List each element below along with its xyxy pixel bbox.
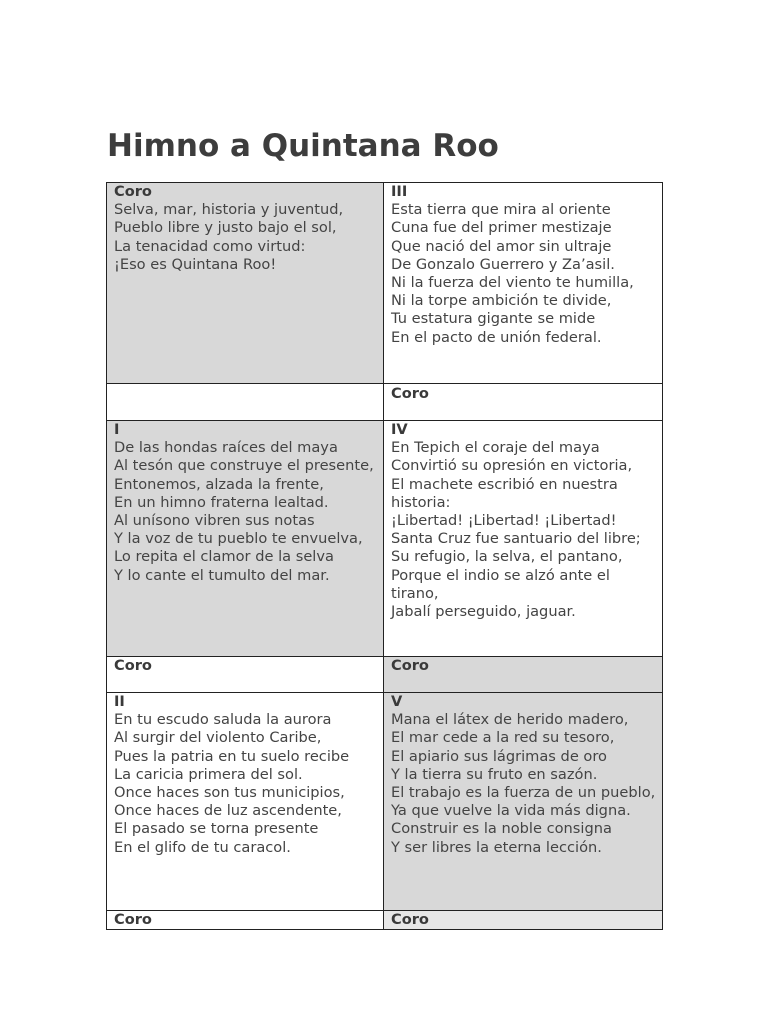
verse-line: En tu escudo saluda la aurora (114, 711, 332, 729)
verse-line: En Tepich el coraje del maya (391, 439, 600, 457)
verse-line: Mana el látex de herido madero, (391, 711, 629, 729)
stanza-iii-cell (384, 183, 663, 384)
verse-line: Al surgir del violento Caribe, (114, 729, 322, 747)
coro-cell (384, 911, 663, 930)
verse-line: Jabalí perseguido, jaguar. (391, 603, 576, 621)
verse-line: ¡Eso es Quintana Roo! (114, 255, 277, 273)
empty-cell (107, 384, 384, 421)
coro-cell (107, 911, 384, 930)
stanza-ii-cell (107, 693, 384, 911)
verse-line: La caricia primera del sol. (114, 765, 303, 783)
verse-line: Y lo cante el tumulto del mar. (114, 566, 330, 584)
verse-line: Pues la patria en tu suelo recibe (114, 747, 350, 765)
coro-heading: Coro (391, 657, 429, 674)
verse-line: Santa Cruz fue santuario del libre; (391, 530, 641, 548)
coro-cell (384, 657, 663, 693)
verse-line: ¡Libertad! ¡Libertad! ¡Libertad! (391, 512, 617, 530)
verse-line: Cuna fue del primer mestizaje (391, 219, 612, 237)
stanza-iv-cell (384, 421, 663, 657)
verse-line: En un himno fraterna lealtad. (114, 493, 329, 511)
verse-line: Y ser libres la eterna lección. (391, 838, 602, 856)
verse-line: Construir es la noble consigna (391, 820, 612, 838)
verse-line: Y la tierra su fruto en sazón. (391, 765, 598, 783)
stanza-i-heading: I (114, 421, 120, 438)
verse-line: De Gonzalo Guerrero y Za’asil. (391, 255, 615, 273)
stanza-i-cell (107, 421, 384, 657)
coro-heading: Coro (114, 911, 152, 928)
table-row (107, 421, 663, 657)
verse-line: En el glifo de tu caracol. (114, 838, 291, 856)
verse-line: De las hondas raíces del maya (114, 439, 338, 457)
coro-cell (384, 384, 663, 421)
verse-line: Su refugio, la selva, el pantano, (391, 548, 623, 566)
hymn-table (106, 182, 663, 930)
verse-line: Porque el indio se alzó ante el tirano, (391, 566, 610, 602)
table-row (107, 693, 663, 911)
verse-line: La tenacidad como virtud: (114, 237, 306, 255)
verse-line: El trabajo es la fuerza de un pueblo, (391, 784, 656, 802)
stanza-v-heading: V (391, 693, 403, 710)
coro-heading: Coro (391, 911, 429, 928)
table-row (107, 657, 663, 693)
stanza-iii-heading: III (391, 183, 408, 200)
coro-heading: Coro (114, 183, 152, 200)
verse-line: En el pacto de unión federal. (391, 328, 602, 346)
verse-line: Once haces de luz ascendente, (114, 802, 342, 820)
table-row (107, 183, 663, 384)
verse-line: Pueblo libre y justo bajo el sol, (114, 219, 337, 237)
verse-line: Entonemos, alzada la frente, (114, 475, 324, 493)
verse-line: Que nació del amor sin ultraje (391, 237, 612, 255)
coro-heading: Coro (391, 385, 429, 402)
page-title: Himno a Quintana Roo (107, 128, 499, 164)
verse-line: Ya que vuelve la vida más digna. (391, 802, 631, 820)
verse-line: Esta tierra que mira al oriente (391, 201, 611, 219)
coro-heading: Coro (114, 657, 152, 674)
stanza-ii-heading: II (114, 693, 125, 710)
stanza-iv-heading: IV (391, 421, 408, 438)
verse-line: Al unísono vibren sus notas (114, 512, 315, 530)
verse-line: Ni la fuerza del viento te humilla, (391, 274, 634, 292)
verse-line: Tu estatura gigante se mide (391, 310, 596, 328)
verse-line: El machete escribió en nuestra historia: (391, 475, 618, 511)
verse-line: El mar cede a la red su tesoro, (391, 729, 615, 747)
table-row (107, 911, 663, 930)
verse-line: El apiario sus lágrimas de oro (391, 747, 607, 765)
verse-line: El pasado se torna presente (114, 820, 319, 838)
verse-line: Selva, mar, historia y juventud, (114, 201, 344, 219)
verse-line: Once haces son tus municipios, (114, 784, 345, 802)
verse-line: Al tesón que construye el presente, (114, 457, 374, 475)
verse-line: Lo repita el clamor de la selva (114, 548, 334, 566)
verse-line: Convirtió su opresión en victoria, (391, 457, 633, 475)
stanza-v-cell (384, 693, 663, 911)
verse-line: Ni la torpe ambición te divide, (391, 292, 612, 310)
verse-line: Y la voz de tu pueblo te envuelva, (114, 530, 363, 548)
coro-cell (107, 657, 384, 693)
table-row (107, 384, 663, 421)
coro-cell (107, 183, 384, 384)
